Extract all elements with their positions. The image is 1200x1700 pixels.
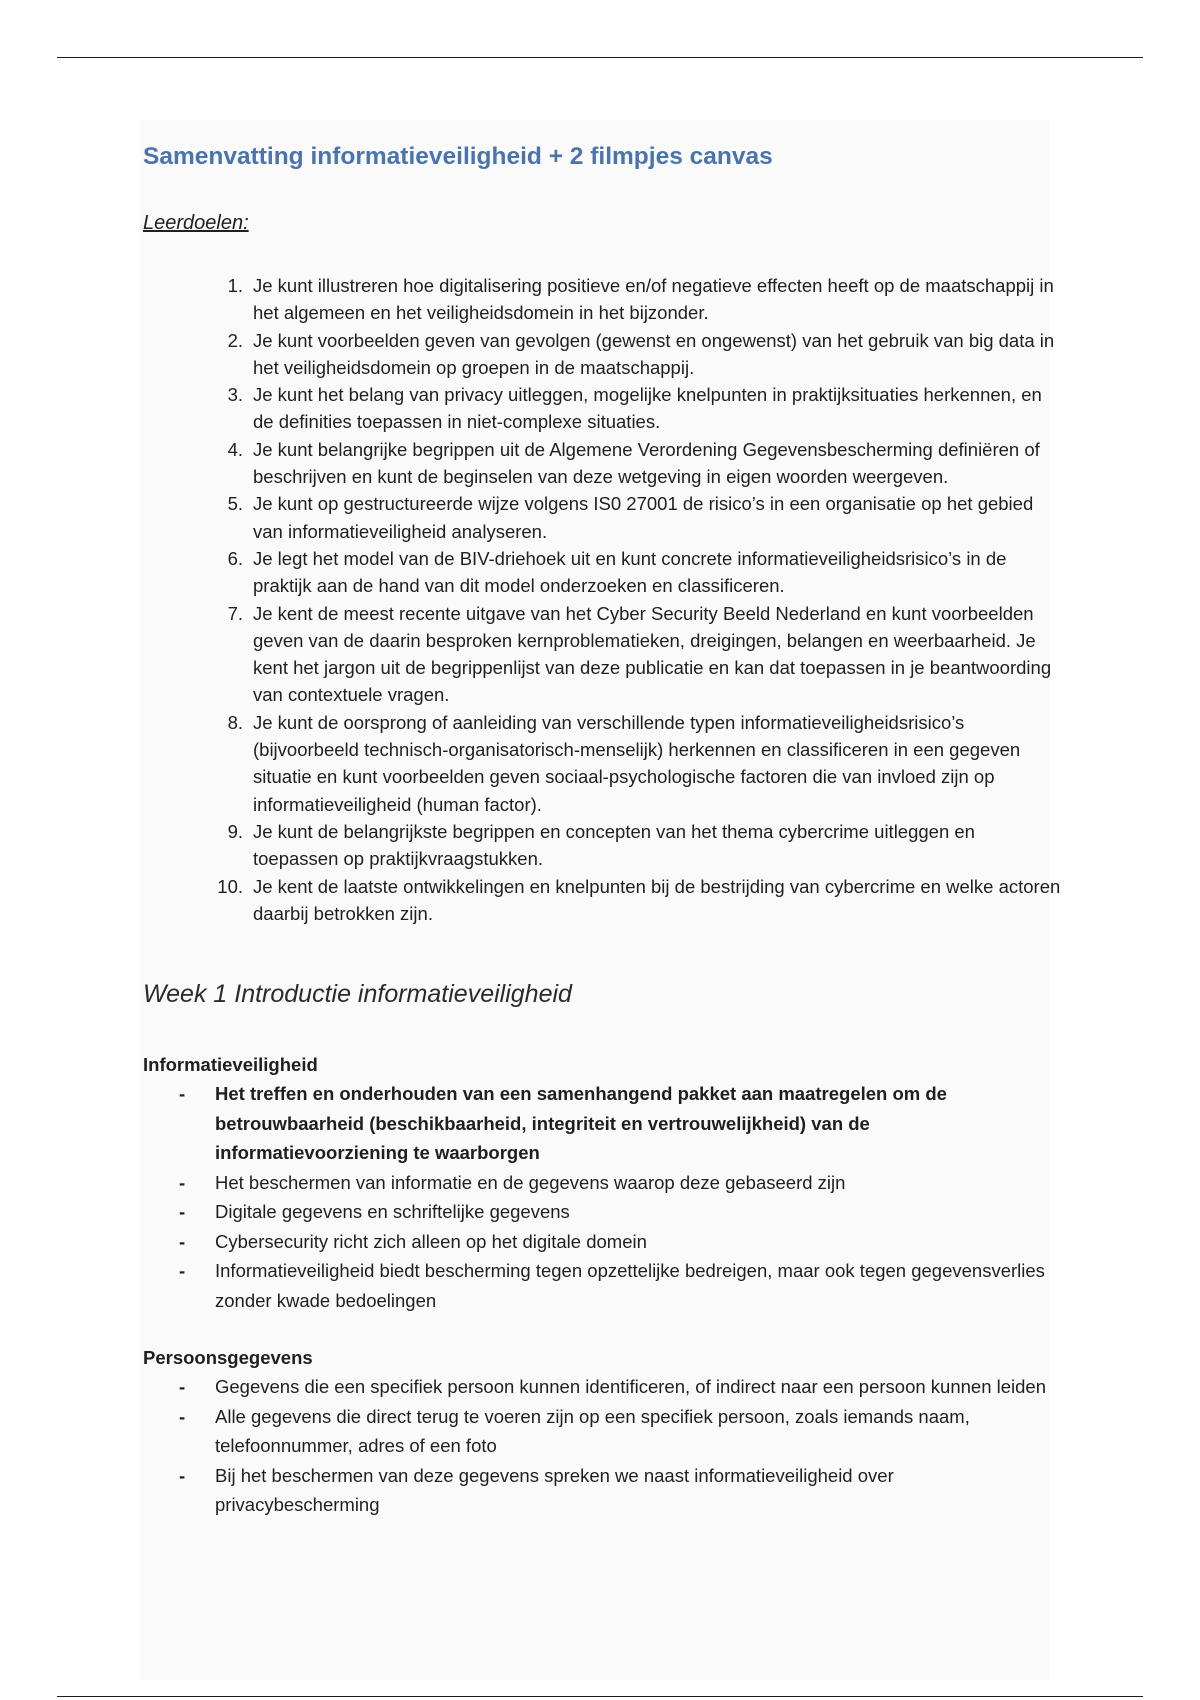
list-item <box>143 1256 1063 1315</box>
learning-goal-item <box>143 272 1063 327</box>
list-item <box>143 1197 1063 1227</box>
section-title: Informatieveiligheid <box>143 1054 318 1075</box>
list-item <box>143 1372 1063 1402</box>
learning-goal-item <box>143 873 1063 928</box>
document-title: Samenvatting informatieveiligheid + 2 filmpjes canvas <box>143 143 773 170</box>
learning-goals-label: Leerdoelen: <box>143 212 249 234</box>
section-title: Persoonsgegevens <box>143 1347 313 1368</box>
list-item <box>143 1402 1063 1461</box>
goal-text: Je kunt op gestructureerde wijze volgens IS0 27001 de risico’s in een organisatie op het gebied van informatieveiligheid analyseren. <box>253 493 1034 542</box>
goal-text: Je kunt illustreren hoe digitalisering positieve en/of negatieve effecten heeft op de maatschappij in het algemeen en het veiligheidsdomein in het bijzonder. <box>253 275 1054 324</box>
learning-goal-item <box>143 436 1063 491</box>
footer-rule <box>57 1696 1143 1697</box>
list-item-text: Cybersecurity richt zich alleen op het digitale domein <box>215 1230 647 1252</box>
goal-text: Je legt het model van de BIV-driehoek uit en kunt concrete informatieveiligheidsrisico’s in de praktijk aan de hand van dit model onderzoeken en classificeren. <box>253 547 1007 597</box>
bullet-dash: - <box>179 1376 186 1397</box>
learning-goal-item <box>143 490 1063 545</box>
goal-text: Je kunt de belangrijkste begrippen en concepten van het thema cybercrime uitleggen en toepassen op praktijkvraagstukken. <box>253 820 975 870</box>
goal-number: 2. <box>227 329 243 351</box>
learning-goal-item <box>143 545 1063 600</box>
list-item <box>143 1168 1063 1198</box>
goal-number: 7. <box>227 602 243 624</box>
goal-text: Je kunt het belang van privacy uitleggen, mogelijke knelpunten in praktijksituaties herkennen, en de definities toepassen in niet-complexe situaties. <box>253 384 1042 433</box>
goal-number: 4. <box>227 438 243 460</box>
list-item <box>143 1461 1063 1520</box>
bullet-dash: - <box>179 1464 186 1486</box>
week-heading: Week 1 Introductie informatieveiligheid <box>143 980 572 1008</box>
learning-goal-item <box>143 381 1063 436</box>
list-item-text: Het treffen en onderhouden van een samenhangend pakket aan maatregelen om de betrouwbaarheid (beschikbaarheid, integriteit en vertrouwelijkheid) van de informatievoorziening te waarborgen <box>215 1083 947 1163</box>
bullet-dash: - <box>179 1171 186 1193</box>
learning-goal-item <box>143 818 1063 873</box>
list-item-text: Gegevens die een specifiek persoon kunnen identificeren, of indirect naar een persoon kunnen leiden <box>215 1376 1047 1397</box>
learning-goals-list <box>143 272 1063 927</box>
list-item-text: Alle gegevens die direct terug te voeren zijn op een specifiek persoon, zoals iemands naam, telefoonnummer, adres of een foto <box>215 1405 970 1456</box>
list-item-text: Het beschermen van informatie en de gegevens waarop deze gebaseerd zijn <box>215 1171 846 1193</box>
section-persoonsgegevens <box>143 1344 1063 1520</box>
section-informatieveiligheid <box>143 1051 1063 1315</box>
goal-text: Je kunt de oorsprong of aanleiding van verschillende typen informatieveiligheidsrisico’s (bijvoorbeeld technisch-organisatorisch-menselijk) herkennen en classificeren in een gegeven situatie en kunt voorbeelden geven sociaal-psychologische factoren die van invloed zijn op informatieveiligheid (human factor). <box>253 711 1021 815</box>
learning-goal-item <box>143 709 1063 818</box>
bullet-dash: - <box>179 1260 186 1281</box>
bullet-dash: - <box>179 1083 186 1104</box>
goal-number: 5. <box>227 493 243 515</box>
goal-number: 8. <box>227 711 243 733</box>
goal-text: Je kent de laatste ontwikkelingen en knelpunten bij de bestrijding van cybercrime en welke actoren daarbij betrokken zijn. <box>253 875 1061 924</box>
goal-number: 1. <box>227 275 243 296</box>
bullet-list <box>143 1372 1063 1520</box>
learning-goal-item <box>143 327 1063 382</box>
bullet-dash: - <box>179 1230 186 1252</box>
goal-number: 3. <box>227 384 243 406</box>
list-item <box>143 1079 1063 1168</box>
header-rule <box>57 57 1143 58</box>
goal-number: 9. <box>227 820 243 842</box>
goal-text: Je kent de meest recente uitgave van het Cyber Security Beeld Nederland en kunt voorbeelden geven van de daarin besproken kernproblematieken, dreigingen, belangen en weerbaarheid. Je kent het jargon uit de begrippenlijst van deze publicatie en kan dat toepassen in je beantwoording van contextuele vragen. <box>253 602 1052 706</box>
learning-goal-item <box>143 600 1063 709</box>
list-item-text: Digitale gegevens en schriftelijke gegevens <box>215 1201 570 1222</box>
goal-text: Je kunt belangrijke begrippen uit de Algemene Verordening Gegevensbescherming definiëren of beschrijven en kunt de beginselen van deze wetgeving in eigen woorden weergeven. <box>253 438 1040 488</box>
list-item-text: Bij het beschermen van deze gegevens spreken we naast informatieveiligheid over privacybescherming <box>215 1464 894 1515</box>
goal-number: 6. <box>227 547 243 569</box>
list-item-text: Informatieveiligheid biedt bescherming tegen opzettelijke bedreigen, maar ook tegen gegevensverlies zonder kwade bedoelingen <box>215 1260 1045 1311</box>
bullet-dash: - <box>179 1201 186 1222</box>
list-item <box>143 1227 1063 1257</box>
goal-number: 10. <box>217 875 243 897</box>
goal-text: Je kunt voorbeelden geven van gevolgen (gewenst en ongewenst) van het gebruik van big data in het veiligheidsdomein op groepen in de maatschappij. <box>253 329 1055 378</box>
bullet-dash: - <box>179 1405 186 1427</box>
bullet-list <box>143 1079 1063 1315</box>
